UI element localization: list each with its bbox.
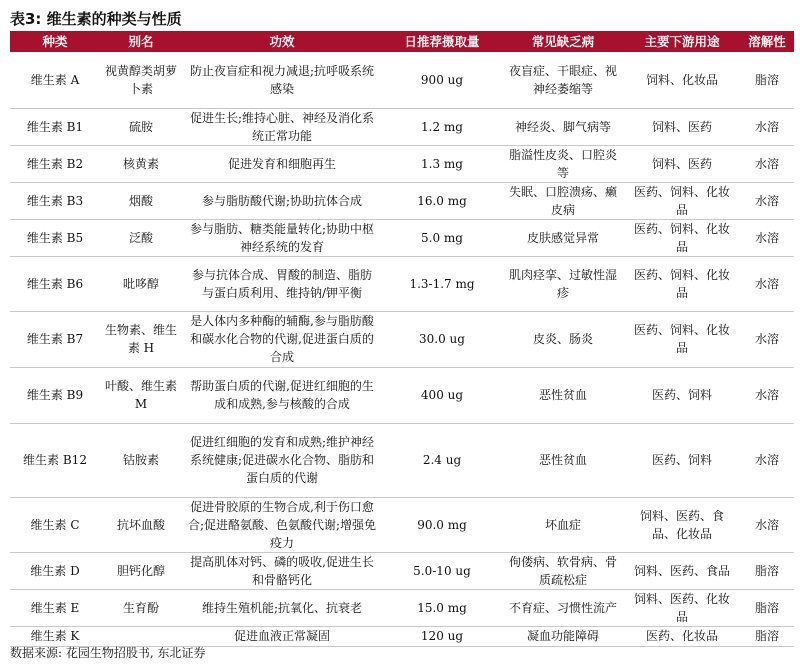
cell-type: 维生素 D — [10, 552, 100, 589]
cell-intake: 2.4 ug — [382, 423, 502, 497]
cell-alias: 钴胺素 — [100, 423, 182, 497]
header-solubility: 溶解性 — [740, 31, 794, 52]
table-row — [10, 256, 794, 311]
table-row — [10, 367, 794, 423]
cell-intake: 16.0 mg — [382, 182, 502, 219]
cell-usage: 医药、化妆品 — [624, 626, 740, 646]
cell-solubility: 脂溶 — [740, 52, 794, 108]
header-type: 种类 — [10, 31, 100, 52]
cell-effect: 是人体内多种酶的辅酶,参与脂肪酸和碳水化合物的代谢,促进蛋白质的合成 — [182, 311, 382, 367]
cell-effect: 促进红细胞的发育和成熟;维护神经系统健康;促进碳水化合物、脂肪和蛋白质的代谢 — [182, 423, 382, 497]
cell-intake: 30.0 ug — [382, 311, 502, 367]
cell-usage: 医药、饲料、化妆品 — [624, 256, 740, 311]
cell-alias — [100, 626, 182, 646]
cell-alias: 胆钙化醇 — [100, 552, 182, 589]
cell-usage: 饲料、医药 — [624, 108, 740, 145]
cell-effect: 维持生殖机能;抗氧化、抗衰老 — [182, 589, 382, 626]
cell-deficiency: 脂溢性皮炎、口腔炎等 — [502, 145, 624, 182]
cell-usage: 饲料、化妆品 — [624, 52, 740, 108]
cell-alias: 生育酚 — [100, 589, 182, 626]
cell-intake: 400 ug — [382, 367, 502, 423]
cell-alias: 叶酸、维生素 M — [100, 367, 182, 423]
table-row — [10, 108, 794, 145]
cell-usage: 医药、饲料、化妆品 — [624, 182, 740, 219]
cell-solubility: 水溶 — [740, 145, 794, 182]
cell-alias: 烟酸 — [100, 182, 182, 219]
cell-deficiency: 神经炎、脚气病等 — [502, 108, 624, 145]
cell-intake: 15.0 mg — [382, 589, 502, 626]
table-title: 表3: 维生素的种类与性质 — [10, 10, 182, 28]
table-row — [10, 552, 794, 589]
cell-solubility: 水溶 — [740, 367, 794, 423]
cell-solubility: 水溶 — [740, 108, 794, 145]
table-row — [10, 182, 794, 219]
cell-type: 维生素 B5 — [10, 219, 100, 256]
header-intake: 日推荐摄取量 — [382, 31, 502, 52]
cell-deficiency: 皮炎、肠炎 — [502, 311, 624, 367]
cell-alias: 生物素、维生素 H — [100, 311, 182, 367]
cell-type: 维生素 B3 — [10, 182, 100, 219]
cell-alias: 硫胺 — [100, 108, 182, 145]
cell-usage: 饲料、医药、化妆品 — [624, 589, 740, 626]
cell-deficiency: 恶性贫血 — [502, 367, 624, 423]
cell-intake: 1.2 mg — [382, 108, 502, 145]
cell-type: 维生素 B6 — [10, 256, 100, 311]
cell-usage: 饲料、医药、食品 — [624, 552, 740, 589]
vitamin-table — [10, 31, 794, 647]
cell-deficiency: 佝偻病、软骨病、骨质疏松症 — [502, 552, 624, 589]
cell-solubility: 水溶 — [740, 182, 794, 219]
table-row — [10, 423, 794, 497]
cell-alias: 核黄素 — [100, 145, 182, 182]
table-row — [10, 52, 794, 108]
cell-effect: 促进骨胶原的生物合成,利于伤口愈合;促进酪氨酸、色氨酸代谢;增强免疫力 — [182, 497, 382, 552]
cell-effect: 参与抗体合成、胃酸的制造、脂肪与蛋白质利用、维持钠/钾平衡 — [182, 256, 382, 311]
cell-effect: 防止夜盲症和视力减退;抗呼吸系统感染 — [182, 52, 382, 108]
cell-intake: 1.3 mg — [382, 145, 502, 182]
cell-usage: 医药、饲料 — [624, 367, 740, 423]
cell-intake: 5.0 mg — [382, 219, 502, 256]
cell-type: 维生素 B2 — [10, 145, 100, 182]
cell-type: 维生素 B1 — [10, 108, 100, 145]
cell-deficiency: 恶性贫血 — [502, 423, 624, 497]
cell-solubility: 脂溶 — [740, 552, 794, 589]
cell-type: 维生素 B12 — [10, 423, 100, 497]
cell-solubility: 脂溶 — [740, 589, 794, 626]
cell-deficiency: 不育症、习惯性流产 — [502, 589, 624, 626]
cell-type: 维生素 K — [10, 626, 100, 646]
cell-intake: 5.0-10 ug — [382, 552, 502, 589]
cell-type: 维生素 B7 — [10, 311, 100, 367]
cell-deficiency: 肌肉痉挛、过敏性湿疹 — [502, 256, 624, 311]
cell-deficiency: 凝血功能障碍 — [502, 626, 624, 646]
cell-solubility: 水溶 — [740, 219, 794, 256]
table-row — [10, 497, 794, 552]
cell-intake: 1.3-1.7 mg — [382, 256, 502, 311]
cell-intake: 900 ug — [382, 52, 502, 108]
cell-alias: 视黄醇类胡萝卜素 — [100, 52, 182, 108]
cell-effect: 参与脂肪酸代谢;协助抗体合成 — [182, 182, 382, 219]
header-deficiency: 常见缺乏病 — [502, 31, 624, 52]
cell-deficiency: 失眠、口腔溃疡、癞皮病 — [502, 182, 624, 219]
cell-intake: 120 ug — [382, 626, 502, 646]
cell-usage: 饲料、医药、食品、化妆品 — [624, 497, 740, 552]
cell-alias: 吡哆醇 — [100, 256, 182, 311]
cell-effect: 提高肌体对钙、磷的吸收,促进生长和骨骼钙化 — [182, 552, 382, 589]
data-source-note: 数据来源: 花园生物招股书, 东北证券 — [10, 646, 206, 660]
cell-effect: 促进发育和细胞再生 — [182, 145, 382, 182]
cell-alias: 抗坏血酸 — [100, 497, 182, 552]
cell-deficiency: 皮肤感觉异常 — [502, 219, 624, 256]
cell-usage: 医药、饲料、化妆品 — [624, 219, 740, 256]
cell-solubility: 水溶 — [740, 311, 794, 367]
cell-effect: 帮助蛋白质的代谢,促进红细胞的生成和成熟,参与核酸的合成 — [182, 367, 382, 423]
cell-type: 维生素 A — [10, 52, 100, 108]
table-row — [10, 145, 794, 182]
cell-usage: 医药、饲料、化妆品 — [624, 311, 740, 367]
cell-usage: 医药、饲料 — [624, 423, 740, 497]
cell-effect: 参与脂肪、糖类能量转化;协助中枢神经系统的发育 — [182, 219, 382, 256]
cell-effect: 促进生长;维持心脏、神经及消化系统正常功能 — [182, 108, 382, 145]
table-header-row — [10, 31, 794, 52]
cell-intake: 90.0 mg — [382, 497, 502, 552]
cell-type: 维生素 C — [10, 497, 100, 552]
table-row — [10, 626, 794, 646]
cell-deficiency: 夜盲症、干眼症、视神经萎缩等 — [502, 52, 624, 108]
cell-effect: 促进血液正常凝固 — [182, 626, 382, 646]
cell-alias: 泛酸 — [100, 219, 182, 256]
cell-solubility: 脂溶 — [740, 626, 794, 646]
header-usage: 主要下游用途 — [624, 31, 740, 52]
header-effect: 功效 — [182, 31, 382, 52]
cell-type: 维生素 B9 — [10, 367, 100, 423]
table-row — [10, 311, 794, 367]
table-row — [10, 589, 794, 626]
cell-usage: 饲料、医药 — [624, 145, 740, 182]
cell-solubility: 水溶 — [740, 423, 794, 497]
cell-type: 维生素 E — [10, 589, 100, 626]
cell-solubility: 水溶 — [740, 497, 794, 552]
cell-solubility: 水溶 — [740, 256, 794, 311]
cell-deficiency: 坏血症 — [502, 497, 624, 552]
table-row — [10, 219, 794, 256]
header-alias: 别名 — [100, 31, 182, 52]
